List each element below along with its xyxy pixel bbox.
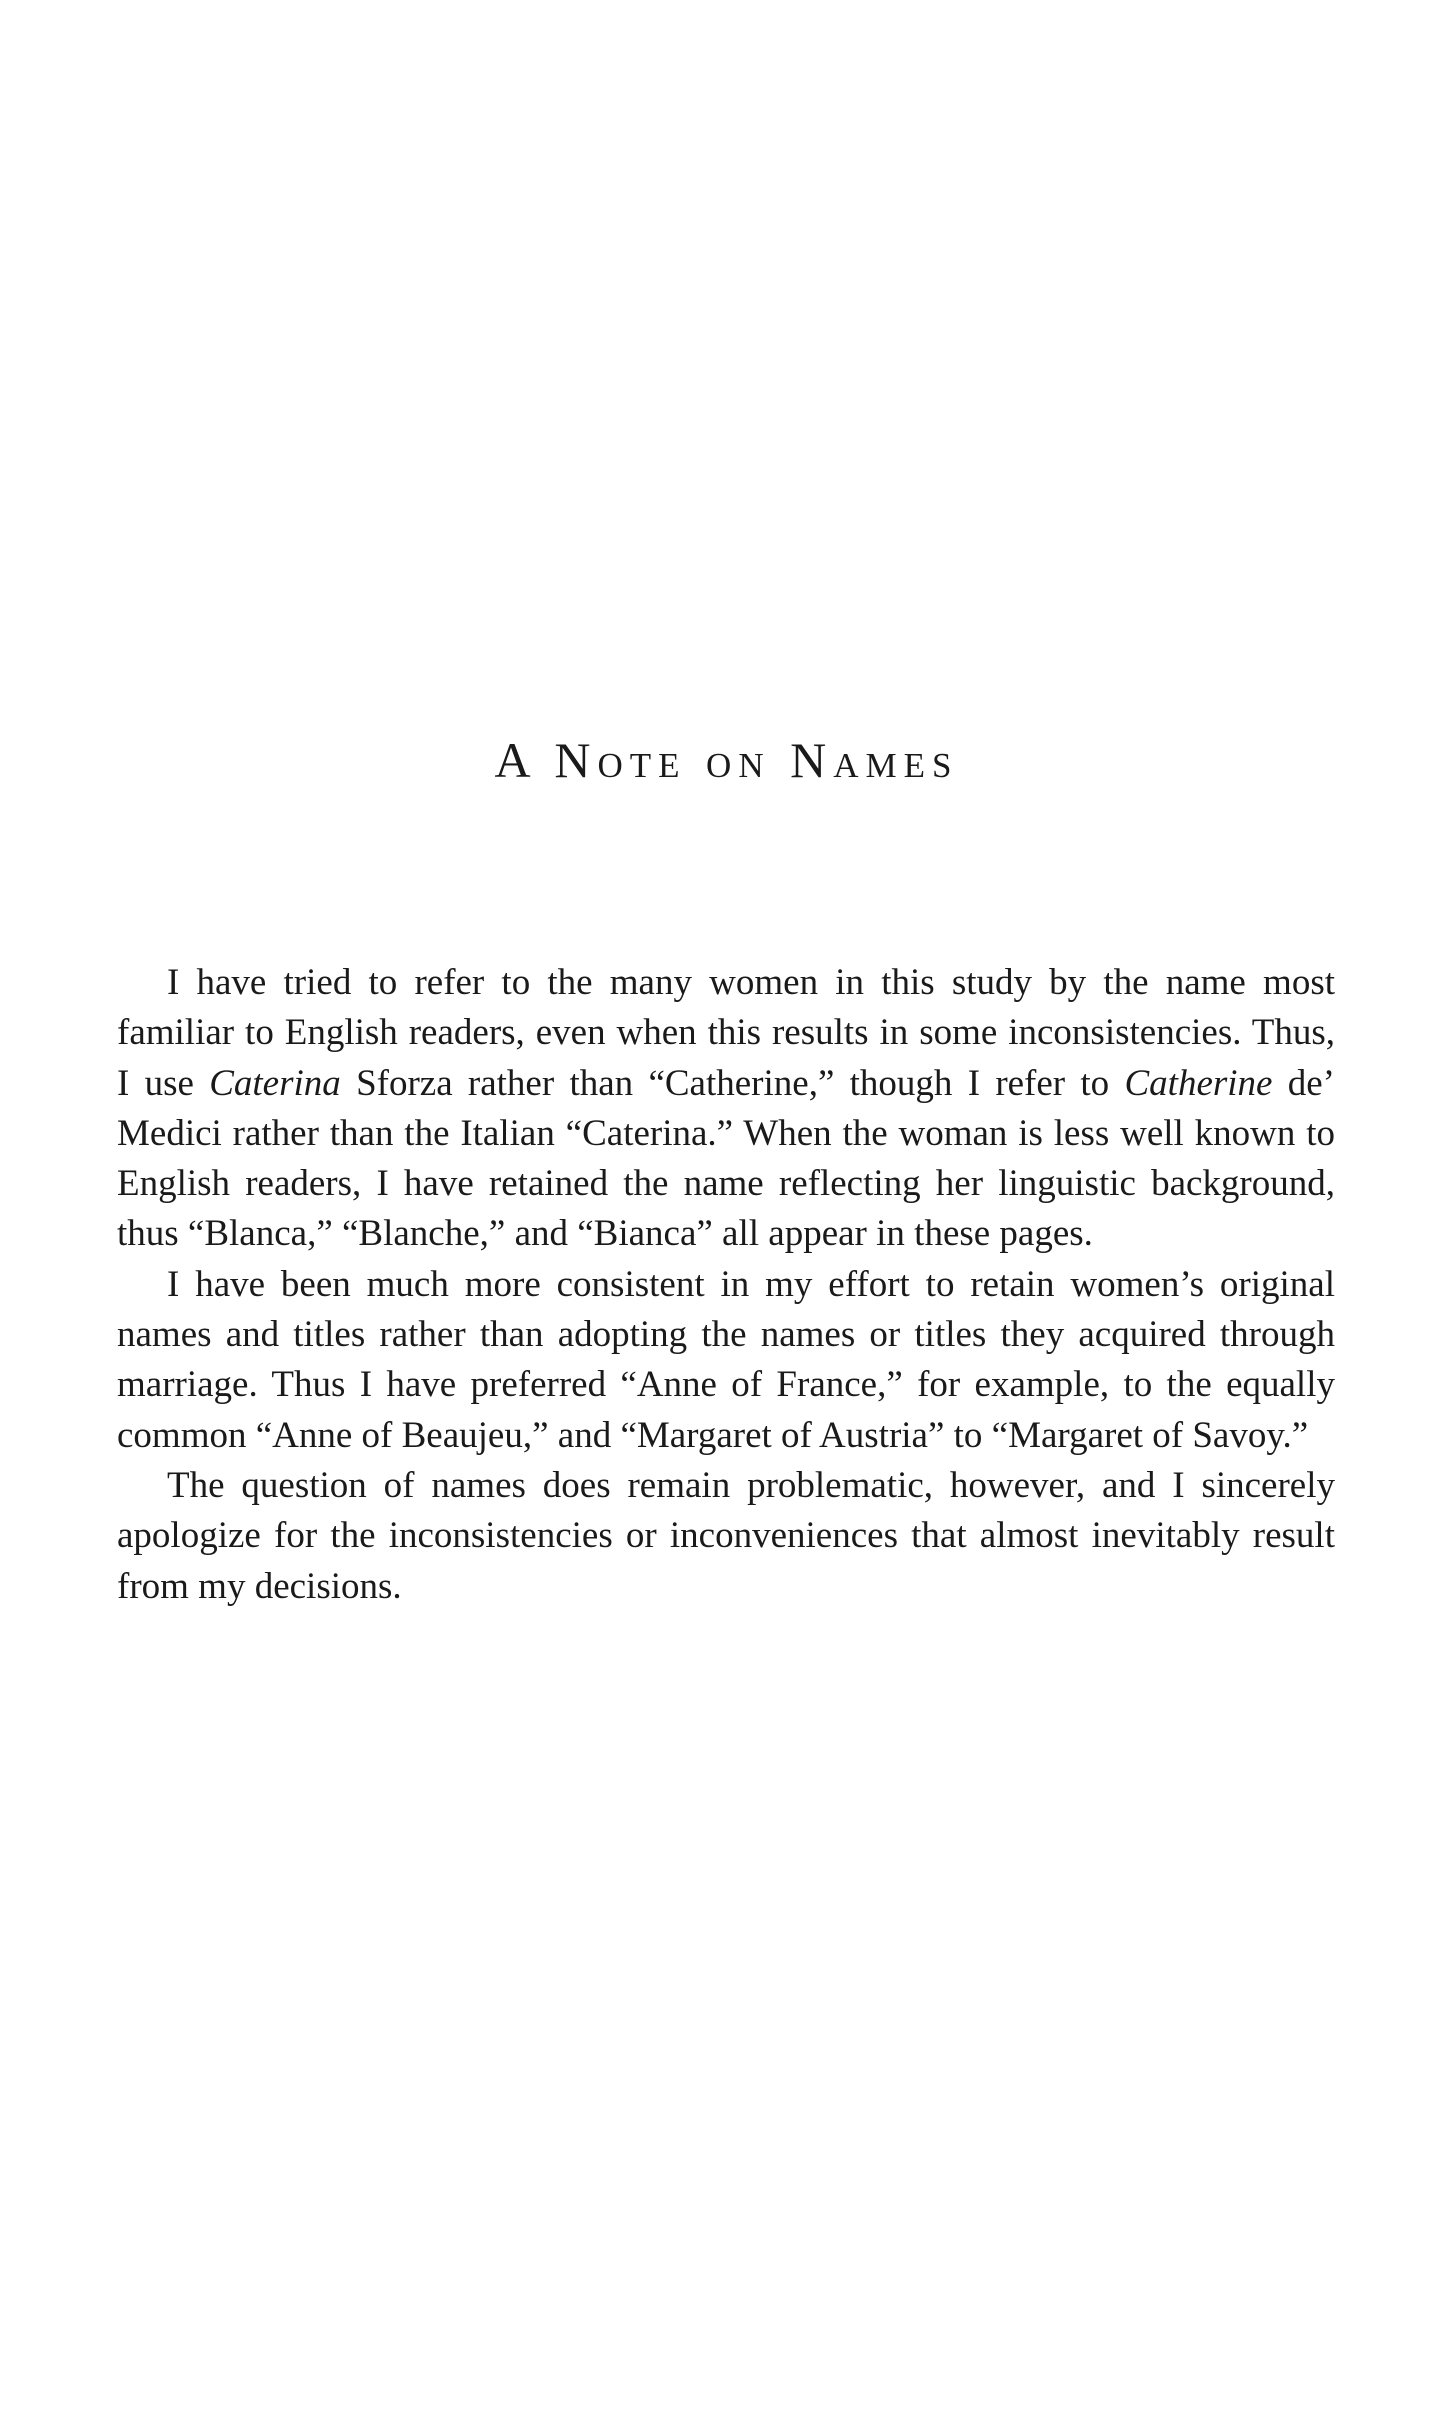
body-text (117, 958, 1335, 1612)
paragraph-1 (117, 958, 1335, 1260)
paragraph-1-part-1: I have tried to refer to the many women in this study by the name most familiar to English readers, even when this results in some inconsistencies. Thus, I use (117, 962, 1335, 1104)
italic-caterina: Caterina (209, 1062, 341, 1104)
paragraph-1-part-3: de’ Medici rather than the Italian “Caterina.” When the woman is less well known to English readers, I have retained the name reflecting her linguistic background, thus “Blanca,” “Blanche,” and “Bianca” all appear in these pages. (117, 1062, 1335, 1255)
paragraph-1-part-2: Sforza rather than “Catherine,” though I refer to (340, 1062, 1125, 1104)
title-rest: Note on Names (554, 732, 959, 788)
title-initial: A (494, 732, 535, 788)
page-title (0, 732, 1453, 788)
paragraph-2: I have been much more consistent in my effort to retain women’s original names and titles rather than adopting the names or titles they acquired through marriage. Thus I have preferred “Anne of France,” for example, to the equally common “Anne of Beaujeu,” and “Margaret of Austria” to “Margaret of Savoy.” (117, 1263, 1335, 1456)
italic-catherine: Catherine (1124, 1062, 1273, 1104)
paragraph-3: The question of names does remain problematic, however, and I sincerely apologize for the inconsistencies or inconveniences that almost inevitably result from my decisions. (117, 1464, 1335, 1607)
